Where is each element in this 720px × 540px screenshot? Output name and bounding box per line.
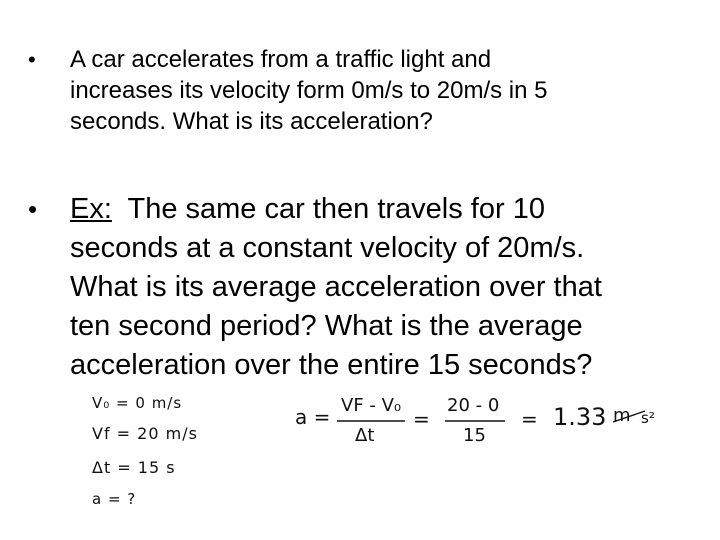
eq-denominator-values: 15	[463, 425, 486, 446]
eq-denominator-symbolic: Δt	[355, 425, 375, 446]
bullet-glyph: •	[28, 194, 38, 224]
eq-equals-2: =	[521, 407, 538, 431]
text-line: increases its velocity form 0m/s to 20m/s in 5	[70, 77, 548, 104]
text-line: acceleration over the entire 15 seconds?	[70, 349, 593, 381]
text-line	[70, 190, 602, 229]
text-fragment: The same car then travels for 10	[111, 193, 545, 225]
given-initial-velocity: V₀ = 0 m/s	[92, 394, 183, 412]
bullet-question-1	[28, 44, 548, 137]
given-time-interval: Δt = 15 s	[92, 458, 176, 477]
bullet-text	[70, 190, 602, 385]
acceleration-equation	[295, 395, 675, 455]
eq-numerator-symbolic: VF - V₀	[341, 395, 402, 416]
eq-unit-denominator: s²	[641, 409, 655, 427]
given-final-velocity: Vf = 20 m/s	[92, 424, 198, 443]
text-line: What is its average acceleration over that	[70, 271, 602, 303]
bullet-glyph: •	[28, 47, 36, 72]
given-unknown-acceleration: a = ?	[92, 490, 137, 508]
text-line: seconds at a constant velocity of 20m/s.	[70, 232, 585, 264]
bullet-text	[70, 44, 548, 137]
text-line: seconds. What is its acceleration?	[70, 108, 433, 135]
example-label: Ex:	[70, 193, 112, 225]
eq-result: 1.33	[553, 403, 607, 431]
text-line: ten second period? What is the average	[70, 310, 583, 342]
bullet-example	[28, 190, 602, 385]
text-line: A car accelerates from a traffic light and	[70, 46, 492, 73]
eq-unit-numerator: m	[613, 405, 631, 426]
eq-numerator-values: 20 - 0	[447, 395, 500, 416]
eq-a-equals: a =	[295, 405, 331, 429]
eq-equals-1: =	[413, 407, 430, 431]
